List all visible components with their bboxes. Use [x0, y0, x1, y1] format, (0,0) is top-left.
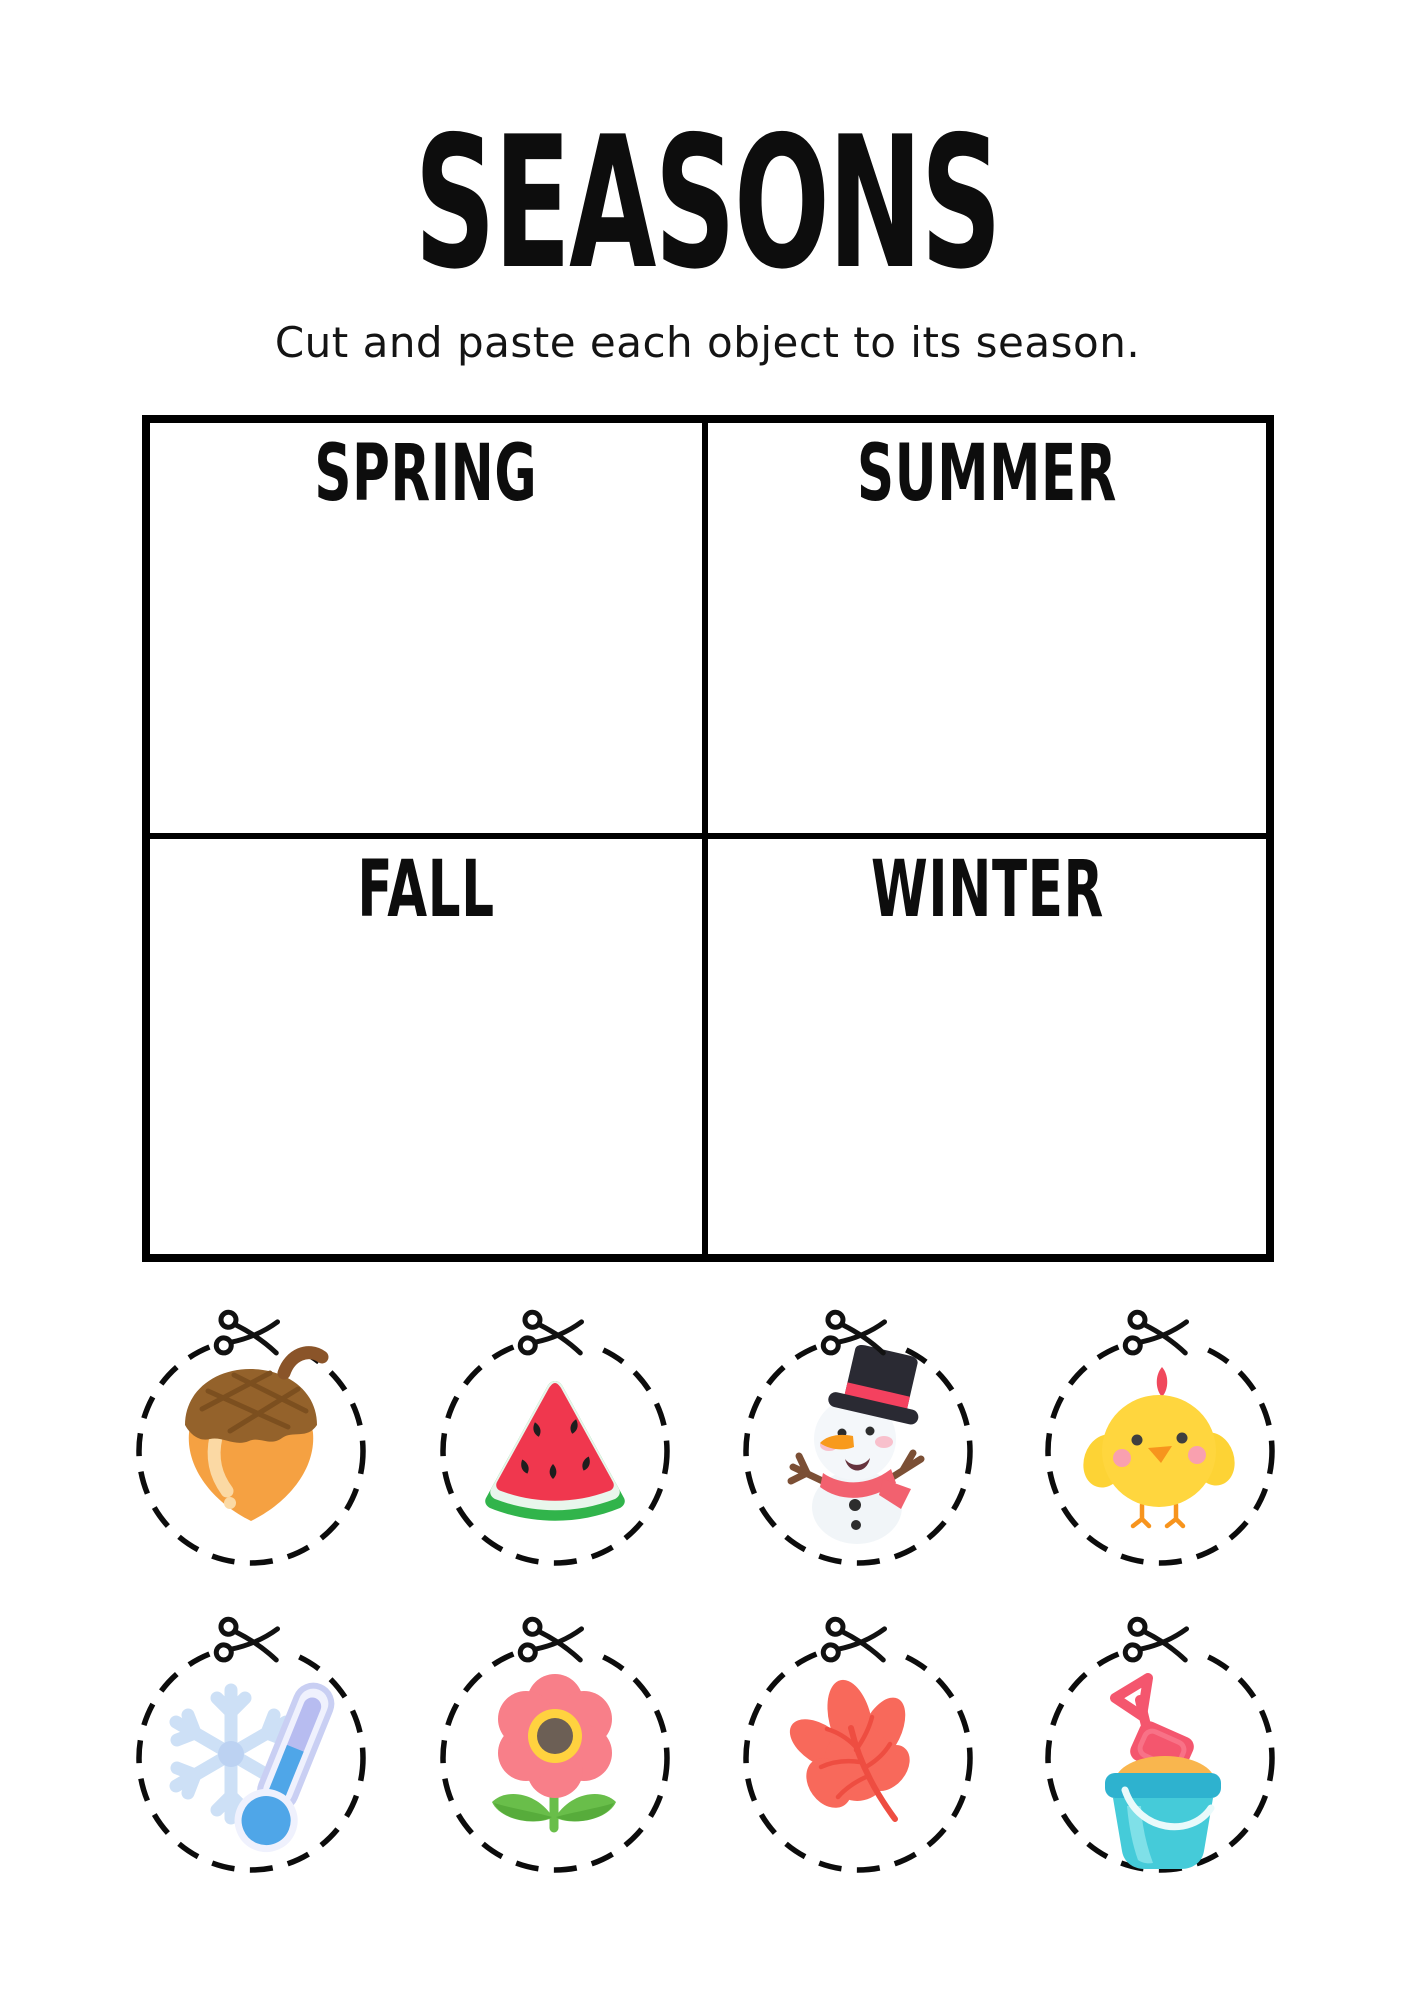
acorn-icon: [136, 1309, 366, 1569]
season-label-spring: SPRING: [314, 429, 538, 519]
chick-art: [1077, 1367, 1242, 1526]
cutout-watermelon: [440, 1309, 670, 1569]
cutout-acorn: [136, 1309, 366, 1569]
seasons-grid: [142, 415, 1274, 1262]
season-cell-winter: [708, 839, 1266, 1255]
leaf-art: [781, 1675, 918, 1819]
season-label-fall: FALL: [357, 844, 495, 935]
watermelon-icon: [440, 1309, 670, 1569]
sand-bucket-icon: [1045, 1616, 1275, 1876]
snowman-art: [791, 1340, 932, 1544]
season-label-winter: WINTER: [870, 844, 1104, 935]
page-title: SEASONS: [414, 97, 1001, 309]
cutout-snowflake-thermometer: [136, 1616, 366, 1876]
snowflake-thermometer-icon: [136, 1616, 366, 1876]
bucket-art: [1105, 1678, 1221, 1869]
cutout-autumn-leaf: [743, 1616, 973, 1876]
cutout-sand-bucket: [1045, 1616, 1275, 1876]
cutout-chick: [1045, 1309, 1275, 1569]
chick-icon: [1045, 1309, 1275, 1569]
season-cell-fall: [150, 839, 708, 1255]
watermelon-art: [485, 1381, 625, 1521]
acorn-art: [185, 1353, 322, 1521]
flower-art: [492, 1674, 616, 1828]
season-cell-spring: [150, 423, 708, 839]
season-cell-summer: [708, 423, 1266, 839]
cutout-flower: [440, 1616, 670, 1876]
snowman-icon: [743, 1309, 973, 1569]
autumn-leaf-icon: [743, 1616, 973, 1876]
page-subtitle: Cut and paste each object to its season.: [274, 318, 1141, 367]
season-label-summer: SUMMER: [856, 429, 1118, 519]
cutout-snowman: [743, 1309, 973, 1569]
flower-icon: [440, 1616, 670, 1876]
